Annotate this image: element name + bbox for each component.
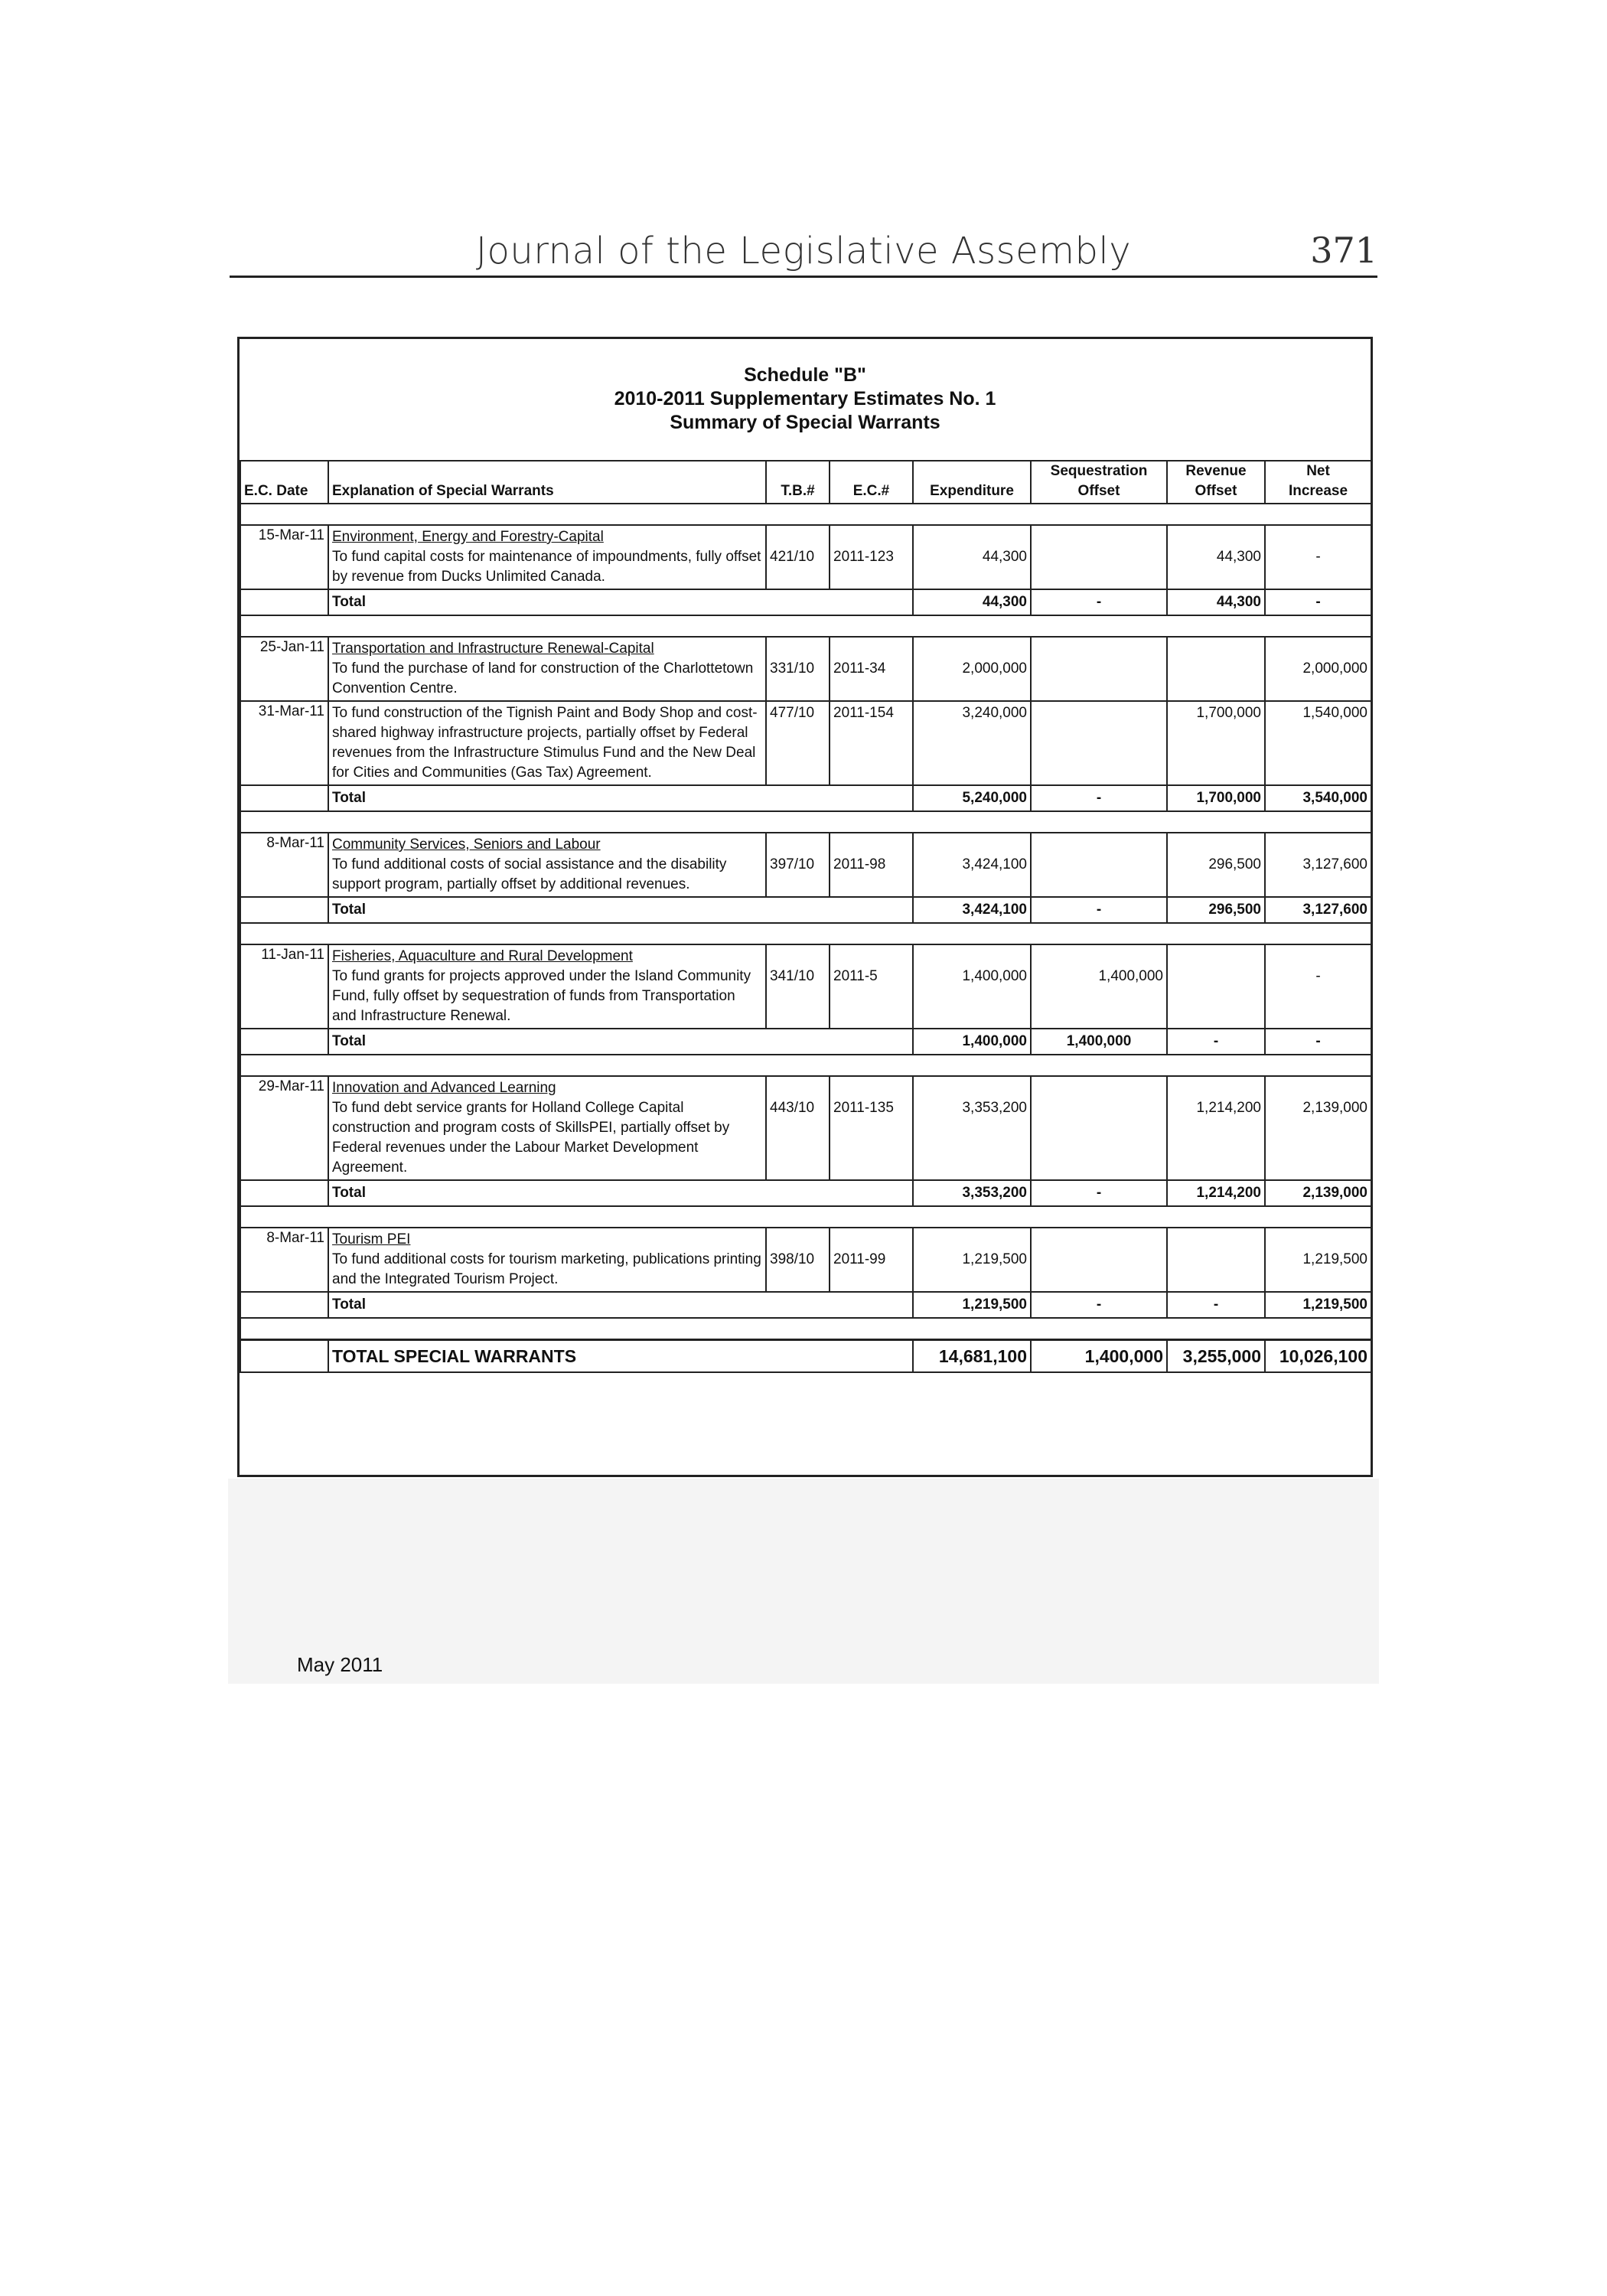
warrant-date-text: 15-Mar-11 <box>258 527 324 543</box>
warrant-row <box>240 944 1371 1029</box>
warrant-date <box>240 701 328 785</box>
warrant-explanation <box>328 1228 766 1292</box>
total-row <box>240 589 1371 615</box>
col-header-tb: T.B.# <box>766 461 830 504</box>
warrant-ec: 2011-135 <box>830 1076 913 1180</box>
warrant-row <box>240 637 1371 701</box>
warrant-revenue <box>1167 944 1265 1029</box>
total-expenditure: 44,300 <box>913 589 1031 615</box>
warrant-date-text: 8-Mar-11 <box>266 835 324 851</box>
total-expenditure: 1,219,500 <box>913 1292 1031 1318</box>
warrant-date-text: 11-Jan-11 <box>261 947 324 963</box>
total-revenue: 296,500 <box>1167 897 1265 923</box>
grand-total-label: TOTAL SPECIAL WARRANTS <box>328 1340 913 1373</box>
department-name: Transportation and Infrastructure Renewal-Capital <box>332 641 654 657</box>
total-sequestration: - <box>1031 1292 1167 1318</box>
warrant-tb: 443/10 <box>766 1076 830 1180</box>
total-row <box>240 785 1371 811</box>
warrant-date-text: 29-Mar-11 <box>258 1078 324 1094</box>
grand-total-revenue: 3,255,000 <box>1167 1340 1265 1373</box>
warrant-ec: 2011-5 <box>830 944 913 1029</box>
warrant-tb: 421/10 <box>766 525 830 589</box>
department-name: Innovation and Advanced Learning <box>332 1080 556 1096</box>
total-net: 3,127,600 <box>1265 897 1371 923</box>
department-name: Community Services, Seniors and Labour <box>332 837 601 853</box>
page-number: 371 <box>1310 230 1377 271</box>
warrant-date <box>240 944 328 1029</box>
warrant-ec: 2011-99 <box>830 1228 913 1292</box>
spacer-row <box>240 504 1371 525</box>
warrant-net: 2,000,000 <box>1265 637 1371 701</box>
warrant-description: To fund additional costs of social assistance and the disability support program, partially offset by additional revenues. <box>332 856 727 892</box>
warrant-explanation <box>328 1076 766 1180</box>
journal-title: Journal of the Legislative Assembly <box>475 230 1132 272</box>
warrant-expenditure: 3,424,100 <box>913 833 1031 897</box>
col-header-ec: E.C.# <box>830 461 913 504</box>
table-body <box>240 461 1371 1318</box>
warrant-net: 1,540,000 <box>1265 701 1371 785</box>
warrant-date-text: 31-Mar-11 <box>258 703 324 719</box>
warrant-row <box>240 1228 1371 1292</box>
col-header-sequestration <box>1031 461 1167 504</box>
warrant-date <box>240 637 328 701</box>
col-header-sequestration-line-1: Sequestration <box>1050 463 1148 479</box>
schedule-title-line-1: Schedule "B" <box>744 364 866 386</box>
warrant-expenditure: 1,219,500 <box>913 1228 1031 1292</box>
total-row <box>240 1292 1371 1318</box>
grand-total-sequestration: 1,400,000 <box>1031 1340 1167 1373</box>
warrant-ec: 2011-34 <box>830 637 913 701</box>
warrant-explanation <box>328 637 766 701</box>
col-header-expenditure: Expenditure <box>913 461 1031 504</box>
col-header-net-line-2: Increase <box>1288 483 1348 499</box>
grand-total-net: 10,026,100 <box>1265 1340 1371 1373</box>
warrant-sequestration <box>1031 637 1167 701</box>
header-row <box>240 461 1371 504</box>
warrant-explanation <box>328 525 766 589</box>
department-name: Environment, Energy and Forestry-Capital <box>332 529 604 545</box>
special-warrants-table <box>240 460 1372 1373</box>
total-expenditure: 1,400,000 <box>913 1029 1031 1055</box>
col-header-revenue-line-2: Offset <box>1195 483 1237 499</box>
col-header-revenue <box>1167 461 1265 504</box>
spacer-row <box>240 811 1371 833</box>
total-revenue: - <box>1167 1292 1265 1318</box>
total-net: 2,139,000 <box>1265 1180 1371 1206</box>
total-label: Total <box>328 785 913 811</box>
total-revenue: 1,214,200 <box>1167 1180 1265 1206</box>
page-header <box>230 230 1377 278</box>
col-header-net-line-1: Net <box>1306 463 1330 479</box>
warrant-net: 3,127,600 <box>1265 833 1371 897</box>
total-label: Total <box>328 589 913 615</box>
warrant-revenue: 1,214,200 <box>1167 1076 1265 1180</box>
warrant-row <box>240 1076 1371 1180</box>
warrant-net: 2,139,000 <box>1265 1076 1371 1180</box>
warrant-date-text: 25-Jan-11 <box>259 639 324 655</box>
schedule-title-line-3: Summary of Special Warrants <box>670 412 940 433</box>
warrant-date <box>240 1076 328 1180</box>
total-revenue: - <box>1167 1029 1265 1055</box>
warrant-sequestration <box>1031 833 1167 897</box>
total-sequestration: 1,400,000 <box>1031 1029 1167 1055</box>
warrant-expenditure: 1,400,000 <box>913 944 1031 1029</box>
total-sequestration: - <box>1031 785 1167 811</box>
department-name: Fisheries, Aquaculture and Rural Development <box>332 948 633 964</box>
total-label: Total <box>328 897 913 923</box>
warrant-revenue <box>1167 637 1265 701</box>
total-net: 1,219,500 <box>1265 1292 1371 1318</box>
warrant-revenue: 1,700,000 <box>1167 701 1265 785</box>
warrant-net: - <box>1265 944 1371 1029</box>
total-row <box>240 1180 1371 1206</box>
warrant-expenditure: 44,300 <box>913 525 1031 589</box>
total-net: - <box>1265 1029 1371 1055</box>
col-header-ec-date: E.C. Date <box>240 461 328 504</box>
warrant-row <box>240 525 1371 589</box>
warrant-tb: 331/10 <box>766 637 830 701</box>
col-header-explanation: Explanation of Special Warrants <box>328 461 766 504</box>
warrant-sequestration <box>1031 525 1167 589</box>
warrant-description: To fund grants for projects approved under the Island Community Fund, fully offset by sequestration of funds from Transportation and Infrastructure Renewal. <box>332 968 751 1024</box>
total-net: - <box>1265 589 1371 615</box>
grand-total-row <box>240 1340 1371 1373</box>
spacer-row <box>240 615 1371 637</box>
total-expenditure: 5,240,000 <box>913 785 1031 811</box>
warrant-description: To fund additional costs for tourism marketing, publications printing and the Integrated Tourism Project. <box>332 1251 761 1287</box>
warrant-description: To fund capital costs for maintenance of impoundments, fully offset by revenue from Ducks Unlimited Canada. <box>332 549 761 585</box>
warrant-ec: 2011-98 <box>830 833 913 897</box>
warrant-explanation <box>328 944 766 1029</box>
warrant-row <box>240 701 1371 785</box>
warrant-ec: 2011-154 <box>830 701 913 785</box>
grand-total-expenditure: 14,681,100 <box>913 1340 1031 1373</box>
warrant-sequestration <box>1031 1076 1167 1180</box>
total-net: 3,540,000 <box>1265 785 1371 811</box>
total-label: Total <box>328 1292 913 1318</box>
spacer-row <box>240 923 1371 944</box>
warrant-tb: 477/10 <box>766 701 830 785</box>
warrant-sequestration: 1,400,000 <box>1031 944 1167 1029</box>
col-header-revenue-line-1: Revenue <box>1185 463 1247 479</box>
warrant-expenditure: 2,000,000 <box>913 637 1031 701</box>
col-header-net <box>1265 461 1371 504</box>
scan-gray-band <box>228 1479 1379 1684</box>
total-sequestration: - <box>1031 1180 1167 1206</box>
spacer-row <box>240 1318 1371 1340</box>
schedule-title-line-2: 2010-2011 Supplementary Estimates No. 1 <box>614 388 996 409</box>
footer-date: May 2011 <box>297 1653 383 1676</box>
warrant-tb: 341/10 <box>766 944 830 1029</box>
warrant-expenditure: 3,240,000 <box>913 701 1031 785</box>
col-header-sequestration-line-2: Offset <box>1077 483 1120 499</box>
total-revenue: 1,700,000 <box>1167 785 1265 811</box>
schedule-title <box>240 364 1371 435</box>
warrant-sequestration <box>1031 1228 1167 1292</box>
warrant-explanation <box>328 833 766 897</box>
total-sequestration: - <box>1031 897 1167 923</box>
warrant-explanation <box>328 701 766 785</box>
total-row <box>240 1029 1371 1055</box>
total-expenditure: 3,424,100 <box>913 897 1031 923</box>
warrant-date <box>240 1228 328 1292</box>
warrant-date-text: 8-Mar-11 <box>266 1230 324 1246</box>
warrant-row <box>240 833 1371 897</box>
total-label: Total <box>328 1180 913 1206</box>
total-label: Total <box>328 1029 913 1055</box>
warrant-expenditure: 3,353,200 <box>913 1076 1031 1180</box>
total-row <box>240 897 1371 923</box>
total-sequestration: - <box>1031 589 1167 615</box>
warrant-tb: 397/10 <box>766 833 830 897</box>
warrant-revenue: 296,500 <box>1167 833 1265 897</box>
warrant-description: To fund the purchase of land for construction of the Charlottetown Convention Centre. <box>332 660 754 696</box>
department-name: Tourism PEI <box>332 1231 411 1247</box>
warrant-ec: 2011-123 <box>830 525 913 589</box>
spacer-row <box>240 1206 1371 1228</box>
total-revenue: 44,300 <box>1167 589 1265 615</box>
grand-total-body <box>240 1318 1371 1372</box>
warrant-description: To fund debt service grants for Holland College Capital construction and program costs of SkillsPEI, partially offset by Federal revenues under the Labour Market Development Agreement. <box>332 1100 730 1176</box>
warrant-date <box>240 833 328 897</box>
warrant-net: - <box>1265 525 1371 589</box>
spacer-row <box>240 1055 1371 1076</box>
warrant-revenue <box>1167 1228 1265 1292</box>
warrant-sequestration <box>1031 701 1167 785</box>
warrant-date <box>240 525 328 589</box>
warrant-description: To fund construction of the Tignish Paint and Body Shop and cost-shared highway infrastructure projects, partially offset by Federal revenues from the Infrastructure Stimulus Fund and the New Deal for Cities and Communities (Gas Tax) Agreement. <box>332 705 758 781</box>
warrant-revenue: 44,300 <box>1167 525 1265 589</box>
schedule-b-box <box>237 337 1373 1477</box>
total-expenditure: 3,353,200 <box>913 1180 1031 1206</box>
warrant-net: 1,219,500 <box>1265 1228 1371 1292</box>
warrant-tb: 398/10 <box>766 1228 830 1292</box>
